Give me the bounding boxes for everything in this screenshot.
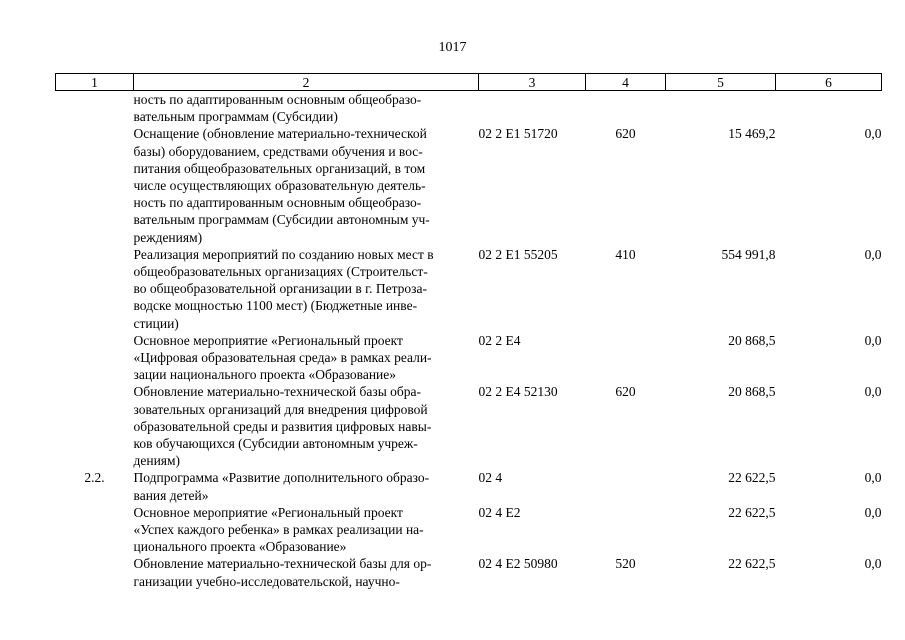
row-number — [56, 246, 134, 332]
row-type — [586, 332, 666, 384]
description-line: ность по адаптированным основным общеобразо- — [133, 195, 422, 211]
row-type — [586, 504, 666, 556]
description-line: ганизации учебно-исследовательской, научно- — [133, 573, 400, 589]
description-line: вательным программам (Субсидии) — [133, 109, 338, 125]
description-line: зации национального проекта «Образование» — [133, 367, 397, 383]
row-amount: 15 469,2 — [728, 126, 776, 142]
table-row — [56, 91, 882, 126]
description-line: Обновление материально-технической базы для ор- — [133, 556, 432, 572]
description-line: Основное мероприятие «Региональный проект — [133, 332, 403, 348]
table-row — [56, 469, 882, 503]
row-description — [134, 504, 479, 556]
row-code: 02 2 E1 51720 — [478, 126, 558, 142]
description-line: Обновление материально-технической базы обра- — [133, 384, 422, 400]
row-number — [56, 91, 134, 126]
table-row — [56, 125, 882, 245]
description-line: ционального проекта «Образование» — [133, 539, 347, 555]
row-amount-2: 0,0 — [864, 504, 882, 520]
description-line: вательным программам (Субсидии автономным уч- — [133, 212, 430, 228]
row-code: 02 2 E4 52130 — [478, 384, 558, 400]
table-row — [56, 504, 882, 556]
row-number — [56, 555, 134, 589]
page-number: 1017 — [438, 40, 467, 55]
description-line: зовательных организаций для внедрения цифровой — [133, 401, 428, 417]
description-line: водске мощностью 1100 мест) (Бюджетные инве- — [133, 298, 418, 314]
row-number — [56, 125, 134, 245]
table-row — [56, 332, 882, 384]
description-line: образовательной среды и развития цифровых навы- — [133, 418, 432, 434]
description-line: во общеобразовательной организации в г. Петроза- — [133, 281, 427, 297]
row-amount: 22 622,5 — [728, 470, 776, 486]
description-line: дениям) — [133, 453, 181, 469]
row-type: 620 — [615, 384, 636, 400]
row-amount-2 — [776, 91, 882, 126]
row-amount-2: 0,0 — [864, 126, 882, 142]
table-header-row — [56, 74, 882, 91]
description-line: Оснащение (обновление материально-технической — [133, 126, 427, 142]
description-line: Подпрограмма «Развитие дополнительного образо- — [133, 470, 430, 486]
description-line: реждениям) — [133, 229, 203, 245]
description-line: ков обучающихся (Субсидии автономным учреж- — [133, 436, 418, 452]
row-amount-2: 0,0 — [864, 556, 882, 572]
row-description — [134, 555, 479, 589]
row-description — [134, 91, 479, 126]
row-number — [56, 504, 134, 556]
row-type: 620 — [615, 126, 636, 142]
row-amount: 20 868,5 — [728, 384, 776, 400]
description-line: числе осуществляющих образовательную деятель- — [133, 178, 426, 194]
description-line: ность по адаптированным основным общеобразо- — [133, 92, 422, 107]
column-header-3: 3 — [479, 74, 586, 91]
table-row — [56, 555, 882, 589]
row-type — [586, 91, 666, 126]
description-line: «Успех каждого ребенка» в рамках реализации на- — [133, 522, 424, 538]
column-header-1: 1 — [56, 74, 134, 91]
row-code: 02 2 E1 55205 — [478, 246, 558, 262]
description-line: базы) оборудованием, средствами обучения и вос- — [133, 143, 423, 159]
row-type: 520 — [615, 556, 636, 572]
row-number — [56, 383, 134, 469]
description-line: Реализация мероприятий по созданию новых мест в — [133, 246, 434, 262]
row-amount: 20 868,5 — [728, 332, 776, 348]
row-description — [134, 383, 479, 469]
column-header-6: 6 — [776, 74, 882, 91]
description-line: «Цифровая образовательная среда» в рамках реали- — [133, 350, 432, 366]
table-row — [56, 383, 882, 469]
row-code: 02 4 E2 50980 — [478, 556, 558, 572]
row-amount-2: 0,0 — [864, 332, 882, 348]
row-amount — [666, 91, 776, 126]
row-description — [134, 332, 479, 384]
row-code — [479, 91, 586, 126]
row-amount: 554 991,8 — [721, 246, 776, 262]
row-code: 02 4 — [478, 470, 503, 486]
column-header-5: 5 — [666, 74, 776, 91]
row-description — [134, 246, 479, 332]
row-amount-2: 0,0 — [864, 384, 882, 400]
description-line: Основное мероприятие «Региональный проект — [133, 504, 403, 520]
description-line: стиции) — [133, 315, 179, 331]
description-line: общеобразовательных организациях (Строительст- — [133, 264, 428, 280]
table-row — [56, 246, 882, 332]
description-line: вания детей» — [133, 487, 209, 503]
row-description — [134, 469, 479, 503]
row-amount-2: 0,0 — [864, 470, 882, 486]
row-code: 02 4 E2 — [478, 504, 521, 520]
column-header-4: 4 — [586, 74, 666, 91]
row-number: 2.2. — [84, 470, 105, 486]
column-header-2: 2 — [134, 74, 479, 91]
row-number — [56, 332, 134, 384]
table-body — [56, 91, 882, 590]
budget-table — [55, 73, 882, 590]
row-code: 02 2 E4 — [478, 332, 521, 348]
row-amount-2: 0,0 — [864, 246, 882, 262]
row-amount: 22 622,5 — [728, 556, 776, 572]
row-type: 410 — [615, 246, 636, 262]
description-line: питания общеобразовательных организаций, в том — [133, 160, 426, 176]
row-amount: 22 622,5 — [728, 504, 776, 520]
row-description — [134, 125, 479, 245]
row-type — [586, 469, 666, 503]
